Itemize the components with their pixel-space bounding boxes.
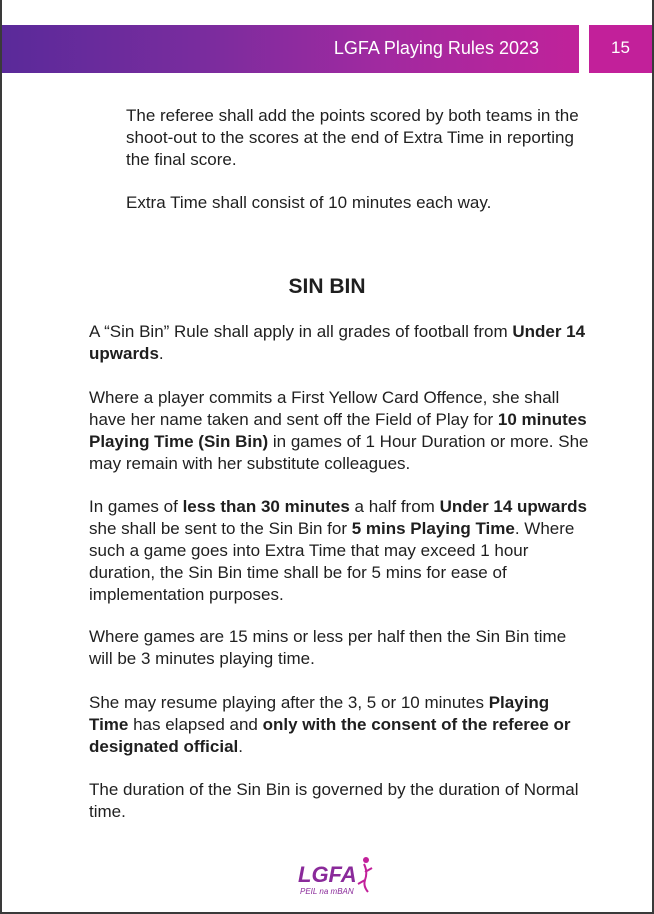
page-left-edge bbox=[0, 0, 2, 914]
header-bar bbox=[2, 25, 579, 73]
sin-bin-paragraph-3: In games of less than 30 minutes a half from Under 14 upwards she shall be sent to the Sin Bin for 5 mins Playing Time. Where such a game goes into Extra Time that may exceed 1 hour duration, the Sin Bin time shall be for 5 mins for ease of implementation purposes. bbox=[89, 497, 587, 604]
logo-text: LGFA bbox=[298, 862, 357, 887]
logo-subtext: PEIL na mBAN bbox=[300, 887, 354, 896]
lgfa-logo bbox=[294, 852, 382, 900]
sin-bin-paragraph-4: Where games are 15 mins or less per half then the Sin Bin time will be 3 minutes playing time. bbox=[89, 627, 567, 668]
header-title: LGFA Playing Rules 2023 bbox=[333, 38, 539, 58]
page-number-box bbox=[589, 25, 652, 73]
page-number: 15 bbox=[611, 38, 630, 57]
sin-bin-paragraph-6: The duration of the Sin Bin is governed by the duration of Normal time. bbox=[89, 780, 579, 821]
sin-bin-paragraph-1: A “Sin Bin” Rule shall apply in all grades of football from Under 14 upwards. bbox=[89, 322, 586, 363]
sin-bin-paragraph-5: She may resume playing after the 3, 5 or 10 minutes Playing Time has elapsed and only with the consent of the referee or designated official. bbox=[89, 693, 571, 756]
sin-bin-paragraph-2: Where a player commits a First Yellow Card Offence, she shall have her name taken and sent off the Field of Play for 10 minutes Playing Time (Sin Bin) in games of 1 Hour Duration or more. She may remain with her substitute colleagues. bbox=[89, 388, 589, 473]
intro-paragraph-1: The referee shall add the points scored by both teams in the shoot-out to the scores at the end of Extra Time in reporting the final score. bbox=[126, 106, 579, 169]
section-heading: SIN BIN bbox=[288, 275, 366, 298]
intro-paragraph-2: Extra Time shall consist of 10 minutes each way. bbox=[126, 193, 492, 212]
